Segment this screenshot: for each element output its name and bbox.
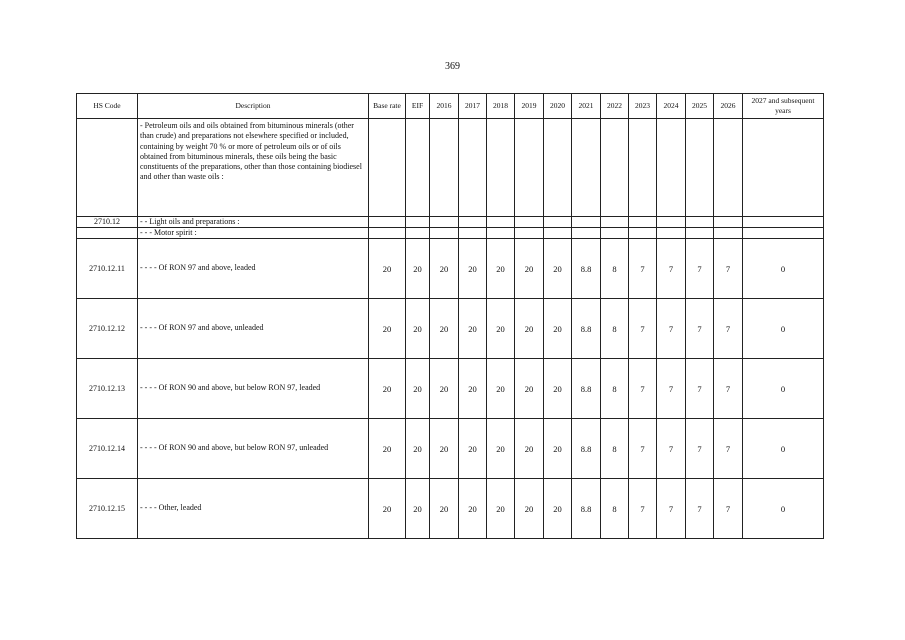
rate-cell-2026: 7 xyxy=(714,419,743,479)
rate-cell-2016: 20 xyxy=(430,239,459,299)
rate-cell-2018: 20 xyxy=(487,299,515,359)
hs-code-cell: 2710.12.12 xyxy=(77,299,138,359)
rate-cell-2023: 7 xyxy=(629,359,657,419)
rate-cell-2020: 20 xyxy=(544,479,572,539)
rate-cell-2022: 8 xyxy=(601,479,629,539)
rate-cell-2021: 8.8 xyxy=(572,479,601,539)
header-year-2027-onward: 2027 and subsequent years xyxy=(743,94,824,119)
header-year-2024: 2024 xyxy=(657,94,686,119)
rate-cell-2022: 8 xyxy=(601,299,629,359)
table-row xyxy=(77,299,824,359)
description-cell: - - - - Of RON 97 and above, leaded xyxy=(138,239,369,299)
subheading-row xyxy=(77,217,824,228)
rate-cell-2021: 8.8 xyxy=(572,239,601,299)
hs-code-cell: 2710.12.14 xyxy=(77,419,138,479)
header-row xyxy=(77,94,824,119)
rate-cell-2026: 7 xyxy=(714,299,743,359)
header-year-2026: 2026 xyxy=(714,94,743,119)
header-eif: EIF xyxy=(406,94,430,119)
table-body xyxy=(77,119,824,539)
rate-cell-2025: 7 xyxy=(686,419,714,479)
rate-cell-2026: 7 xyxy=(714,239,743,299)
rate-cell-2019: 20 xyxy=(515,419,544,479)
hs-code-cell: 2710.12.11 xyxy=(77,239,138,299)
rate-cell-2017: 20 xyxy=(459,479,487,539)
rate-cell-2026: 7 xyxy=(714,359,743,419)
header-year-2025: 2025 xyxy=(686,94,714,119)
header-year-2019: 2019 xyxy=(515,94,544,119)
rate-cell-eif: 20 xyxy=(406,239,430,299)
rate-cell-2018: 20 xyxy=(487,239,515,299)
rate-cell-eif: 20 xyxy=(406,479,430,539)
rate-cell-2025: 7 xyxy=(686,359,714,419)
rate-cell-2017: 20 xyxy=(459,419,487,479)
intro-code-cell xyxy=(77,119,138,217)
rate-cell-2022: 8 xyxy=(601,239,629,299)
rate-cell-base-rate: 20 xyxy=(369,239,406,299)
header-year-2020: 2020 xyxy=(544,94,572,119)
header-description: Description xyxy=(138,94,369,119)
subheading-code: 2710.12 xyxy=(77,217,138,228)
rate-cell-2024: 7 xyxy=(657,239,686,299)
rate-cell-base-rate: 20 xyxy=(369,299,406,359)
rate-cell-2027-onward: 0 xyxy=(743,359,824,419)
rate-cell-2022: 8 xyxy=(601,419,629,479)
rate-cell-2016: 20 xyxy=(430,479,459,539)
rate-cell-2019: 20 xyxy=(515,479,544,539)
rate-cell-2027-onward: 0 xyxy=(743,299,824,359)
rate-cell-2021: 8.8 xyxy=(572,359,601,419)
rate-cell-2025: 7 xyxy=(686,239,714,299)
rate-cell-2023: 7 xyxy=(629,299,657,359)
intro-description: - Petroleum oils and oils obtained from bituminous minerals (other than crude) and preparations not elsewhere specified or included, containing by weight 70 % or more of petroleum oils or of oils obtained from bituminous minerals, these oils being the basic constituents of the preparations, other than those containing biodiesel and other than waste oils : xyxy=(138,119,369,217)
subheading-description: - - Light oils and preparations : xyxy=(138,217,369,228)
rate-cell-2018: 20 xyxy=(487,479,515,539)
rate-cell-eif: 20 xyxy=(406,299,430,359)
tariff-schedule-table xyxy=(76,93,824,539)
table-row xyxy=(77,479,824,539)
table-row xyxy=(77,419,824,479)
description-cell: - - - - Other, leaded xyxy=(138,479,369,539)
rate-cell-base-rate: 20 xyxy=(369,359,406,419)
header-year-2018: 2018 xyxy=(487,94,515,119)
rate-cell-base-rate: 20 xyxy=(369,419,406,479)
rate-cell-2027-onward: 0 xyxy=(743,419,824,479)
subgroup-row xyxy=(77,228,824,239)
rate-cell-2027-onward: 0 xyxy=(743,239,824,299)
rate-cell-2019: 20 xyxy=(515,359,544,419)
rate-cell-2022: 8 xyxy=(601,359,629,419)
header-base-rate: Base rate xyxy=(369,94,406,119)
rate-cell-2016: 20 xyxy=(430,419,459,479)
rate-cell-2020: 20 xyxy=(544,239,572,299)
rate-cell-2018: 20 xyxy=(487,359,515,419)
description-cell: - - - - Of RON 90 and above, but below RON 97, leaded xyxy=(138,359,369,419)
rate-cell-2023: 7 xyxy=(629,479,657,539)
subgroup-description: - - - Motor spirit : xyxy=(138,228,369,239)
rate-cell-2016: 20 xyxy=(430,299,459,359)
table-row xyxy=(77,359,824,419)
rate-cell-2023: 7 xyxy=(629,419,657,479)
description-cell: - - - - Of RON 97 and above, unleaded xyxy=(138,299,369,359)
rate-cell-2020: 20 xyxy=(544,299,572,359)
rate-cell-2017: 20 xyxy=(459,239,487,299)
rate-cell-2024: 7 xyxy=(657,419,686,479)
hs-code-cell: 2710.12.13 xyxy=(77,359,138,419)
rate-cell-2017: 20 xyxy=(459,359,487,419)
rate-cell-2019: 20 xyxy=(515,299,544,359)
header-year-2017: 2017 xyxy=(459,94,487,119)
subgroup-code xyxy=(77,228,138,239)
header-year-2022: 2022 xyxy=(601,94,629,119)
rate-cell-2020: 20 xyxy=(544,359,572,419)
rate-cell-2021: 8.8 xyxy=(572,419,601,479)
rate-cell-2027-onward: 0 xyxy=(743,479,824,539)
rate-cell-base-rate: 20 xyxy=(369,479,406,539)
rate-cell-2021: 8.8 xyxy=(572,299,601,359)
rate-cell-2018: 20 xyxy=(487,419,515,479)
rate-cell-2026: 7 xyxy=(714,479,743,539)
rate-cell-2023: 7 xyxy=(629,239,657,299)
header-year-2021: 2021 xyxy=(572,94,601,119)
table-row xyxy=(77,239,824,299)
hs-code-cell: 2710.12.15 xyxy=(77,479,138,539)
header-hs-code: HS Code xyxy=(77,94,138,119)
rate-cell-2024: 7 xyxy=(657,479,686,539)
rate-cell-eif: 20 xyxy=(406,359,430,419)
rate-cell-2025: 7 xyxy=(686,299,714,359)
rate-cell-2016: 20 xyxy=(430,359,459,419)
rate-cell-2024: 7 xyxy=(657,359,686,419)
rate-cell-2017: 20 xyxy=(459,299,487,359)
rate-cell-eif: 20 xyxy=(406,419,430,479)
header-year-2016: 2016 xyxy=(430,94,459,119)
intro-row xyxy=(77,119,824,217)
rate-cell-2019: 20 xyxy=(515,239,544,299)
rate-cell-2020: 20 xyxy=(544,419,572,479)
description-cell: - - - - Of RON 90 and above, but below RON 97, unleaded xyxy=(138,419,369,479)
rate-cell-2024: 7 xyxy=(657,299,686,359)
page-number: 369 xyxy=(445,61,460,72)
header-year-2023: 2023 xyxy=(629,94,657,119)
rate-cell-2025: 7 xyxy=(686,479,714,539)
